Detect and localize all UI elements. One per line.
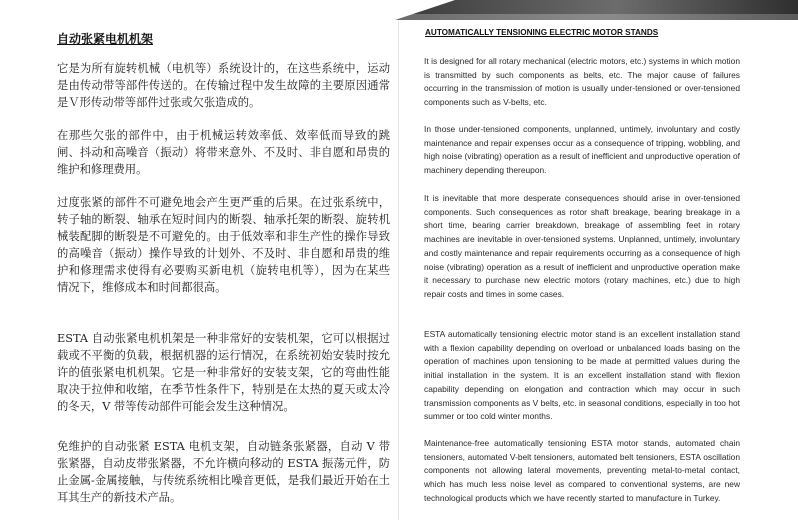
chinese-paragraph-2: 在那些欠张的部件中，由于机械运转效率低、效率低而导致的跳闸、抖动和高噪音（振动）将带来意外、不及时、非自愿和昂贵的维护和修理费用。 xyxy=(57,129,390,176)
english-paragraph-4: ESTA automatically tensioning electric motor stand is an excellent installation stand with a flexion capability depending on overload or unbalanced loads basing on the operation of machines upon tensioning to be made at permitted values during the initial installation in the system. It is an excellent installation stand with flexion capability depending on elongation and contraction which may occur in such transmission components as V belts, etc. in seasonal conditions, especially in too hot summer or too cold winter months. xyxy=(424,329,740,422)
chinese-paragraph-1: 它是为所有旋转机械（电机等）系统设计的，在这些系统中，运动是由传动带等部件传送的。在传输过程中发生故障的主要原因通常是Ｖ形传动带等部件过张或欠张造成的。 xyxy=(57,62,390,109)
chinese-paragraph-4: ESTA 自动张紧电机机架是一种非常好的安装机架，它可以根据过载或不平衡的负载，根据机器的运行情况，在系统初始安装时按允许的值张紧电机机架。它是一种非常好的安装支架，它的弯曲性能取决于拉伸和收缩，在季节性条件下，特别是在太热的夏天或太冷的冬天，V 带等传动部件可能会发生这种情况。 xyxy=(57,332,390,413)
english-paragraph-5: Maintenance-free automatically tensioning ESTA motor stands, automated chain tensioners, automated V-belt tensioners, automated belt tensioners, ESTA oscillation components not allowing lateral movements, preventing metal-to-metal contact, which has much less noise level as compared to conventional systems, are new technological products which we have recently started to manufacture in Turkey. xyxy=(424,438,740,503)
chinese-title: 自动张紧电机机架 xyxy=(57,32,154,46)
english-paragraph-2: In those under-tensioned components, unplanned, untimely, involuntary and costly maintenance and repair expenses occur as a consequence of tripping, wobbling, and high noise (vibrating) operation as a result of inefficient and unproductive operation of machinery depending thereupon. xyxy=(424,124,740,176)
english-title: AUTOMATICALLY TENSIONING ELECTRIC MOTOR STANDS xyxy=(425,28,659,37)
english-paragraph-3: It is inevitable that more desperate consequences should arise in over-tensioned components. Such consequences as rotor shaft breakage, bearing breakage in a short time, bearing carrier breakdown, breakage of assembling feet in rotary machines are inevitable in over-tensioned systems. Unplanned, untimely, involuntary and costly maintenance and repair requirements occurring as a consequence of high noise (vibrating) operation as a result of inefficient and unproductive operation make it necessary to purchase new electric motors (rotary machines, etc.) due to high repair costs and times in some cases. xyxy=(424,193,740,299)
english-paragraph-1: It is designed for all rotary mechanical (electric motors, etc.) systems in which motion is transmitted by such components as belts, etc. The major cause of failures occurring in the transmission of motion is usually under-tensioned or over-tensioned components such as V-belts, etc. xyxy=(424,56,740,108)
chinese-paragraph-5: 免维护的自动张紧 ESTA 电机支架，自动链条张紧器，自动 V 带张紧器，自动皮带张紧器，不允许横向移动的 ESTA 振荡元件，防止金属-金属接触，与传统系统相比噪音更低，是我们最近开始在土耳其生产的新技术产品。 xyxy=(57,440,390,504)
header-photo-strip xyxy=(395,0,798,20)
chinese-paragraph-3: 过度张紧的部件不可避免地会产生更严重的后果。在过张系统中，转子轴的断裂、轴承在短时间内的断裂、轴承托架的断裂、旋转机械装配脚的断裂是不可避免的。由于低效率和非生产性的操作导致的高噪音（振动）操作导致的计划外、不及时、非自愿和昂贵的维护和修理需求使得有必要购买新电机（旋转电机等），因为在某些情况下，维修成本和时间都很高。 xyxy=(57,196,390,294)
